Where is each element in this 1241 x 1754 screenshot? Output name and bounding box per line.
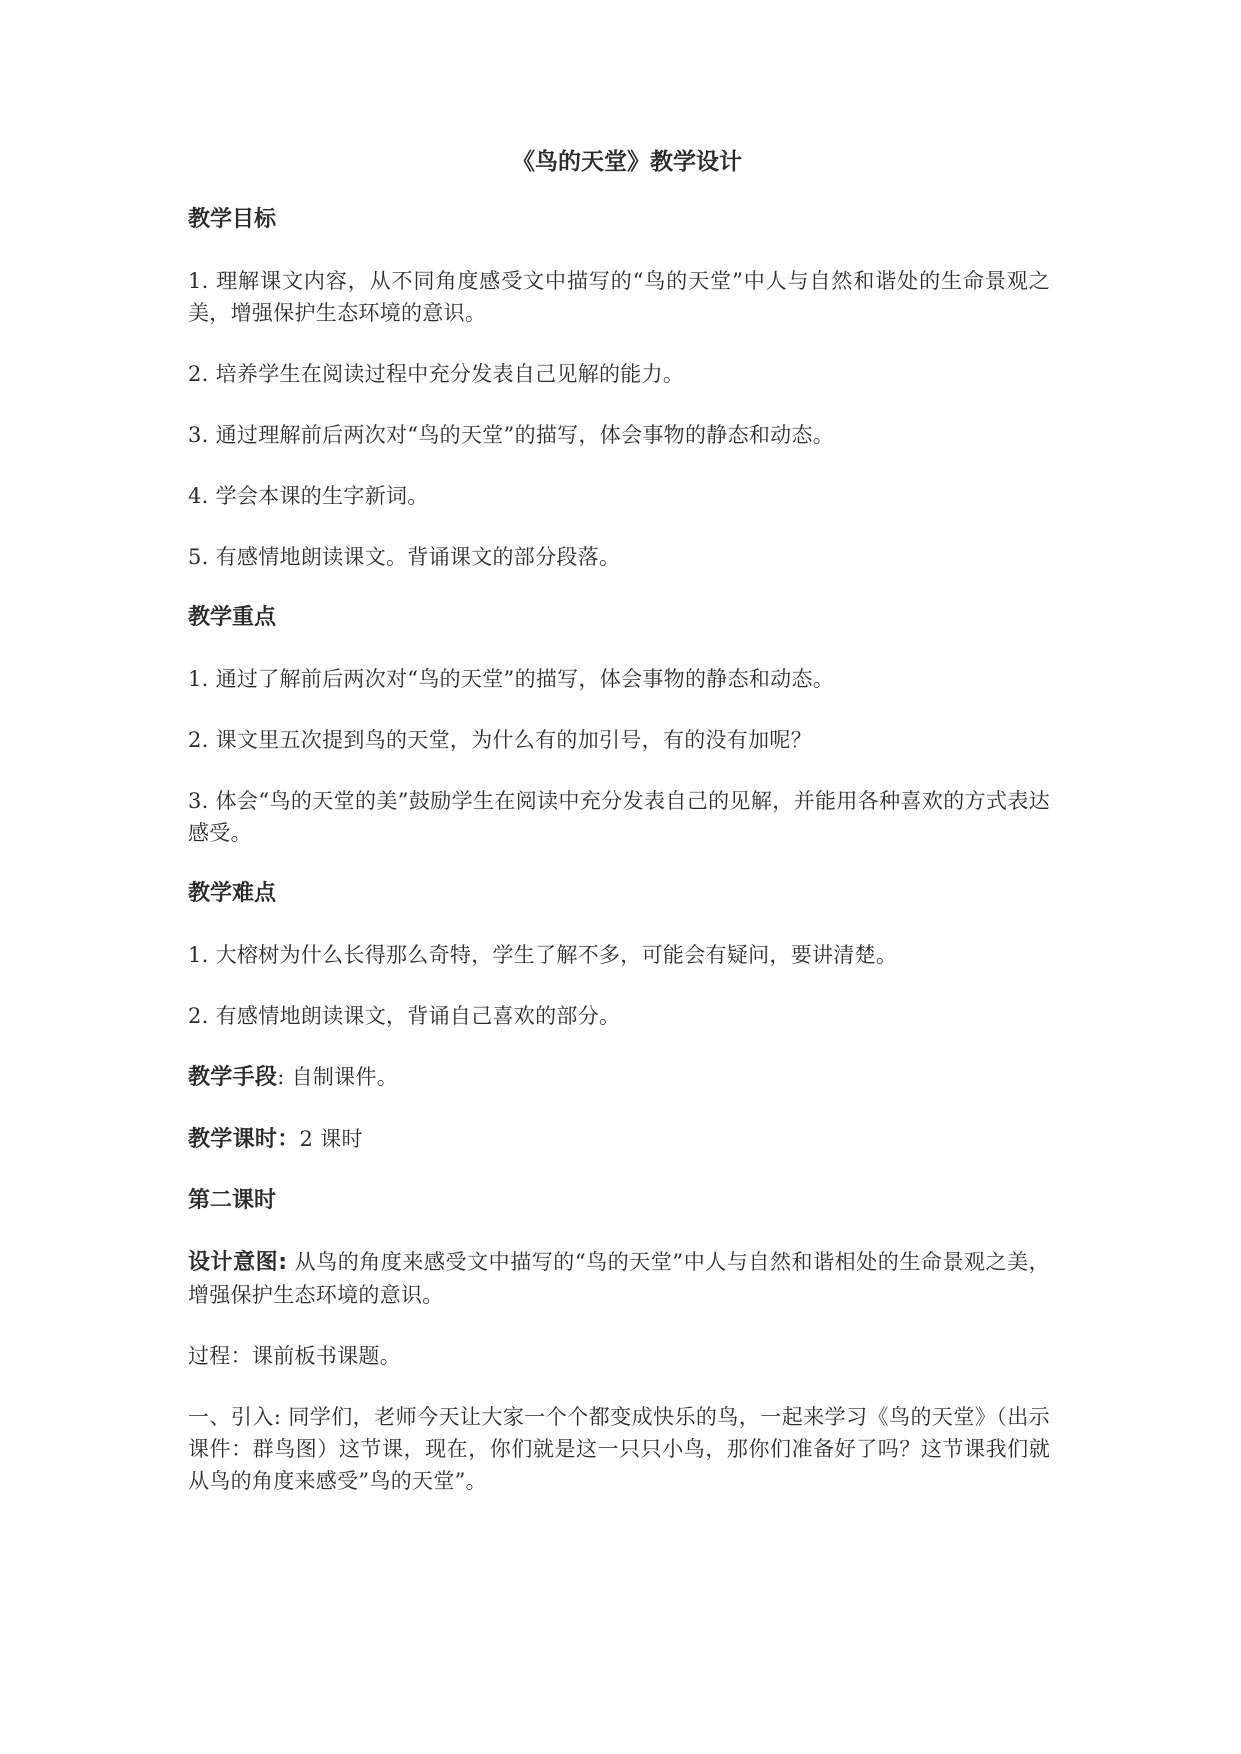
design-intent-label: 设计意图: — [188, 1250, 288, 1275]
key-point-item-2: 2. 课文里五次提到鸟的天堂，为什么有的加引号，有的没有加呢？ — [188, 728, 813, 752]
difficulties-heading: 教学难点 — [188, 881, 277, 906]
design-intent-value: 从鸟的角度来感受文中描写的“鸟的天堂”中人与自然和谐相处的生命景观之美，增强保护生态环境的意识。 — [188, 1250, 1050, 1307]
objective-item-5: 5. 有感情地朗读课文。背诵课文的部分段落。 — [188, 545, 621, 569]
objective-item-4: 4. 学会本课的生字新词。 — [188, 484, 429, 508]
teaching-hours-value: 2 课时 — [299, 1127, 363, 1151]
teaching-hours — [188, 1123, 1050, 1156]
difficulty-item-1: 1. 大榕树为什么长得那么奇特，学生了解不多，可能会有疑问，要讲清楚。 — [188, 943, 898, 967]
teaching-means — [188, 1061, 1050, 1094]
process-line: 过程：课前板书课题。 — [188, 1344, 401, 1368]
key-points-heading: 教学重点 — [188, 605, 277, 630]
document-page — [188, 146, 1050, 1526]
objective-item-1: 1. 理解课文内容，从不同角度感受文中描写的“鸟的天堂”中人与自然和谐处的生命景观之美，增强保护生态环境的意识。 — [188, 269, 1050, 325]
teaching-means-separator: : — [277, 1065, 285, 1089]
teaching-hours-label: 教学课时： — [188, 1127, 300, 1152]
objective-item-3: 3. 通过理解前后两次对“鸟的天堂”的描写，体会事物的静态和动态。 — [188, 423, 835, 447]
second-lesson-heading: 第二课时 — [188, 1188, 277, 1213]
objectives-heading: 教学目标 — [188, 207, 277, 232]
document-title: 《鸟的天堂》教学设计 — [512, 149, 742, 175]
key-point-item-1: 1. 通过了解前后两次对“鸟的天堂”的描写，体会事物的静态和动态。 — [188, 667, 835, 691]
teaching-means-value: 自制课件。 — [284, 1065, 399, 1089]
difficulty-item-2: 2. 有感情地朗读课文，背诵自己喜欢的部分。 — [188, 1004, 621, 1028]
key-point-item-3: 3. 体会“鸟的天堂的美”鼓励学生在阅读中充分发表自己的见解，并能用各种喜欢的方式表达感受。 — [188, 789, 1050, 845]
teaching-means-label: 教学手段 — [188, 1065, 278, 1090]
objective-item-2: 2. 培养学生在阅读过程中充分发表自己见解的能力。 — [188, 362, 685, 386]
design-intent — [188, 1246, 1050, 1311]
intro-paragraph: 一、引入: 同学们，老师今天让大家一个个都变成快乐的鸟，一起来学习《鸟的天堂》（出示课件：群鸟图）这节课，现在，你们就是这一只只小鸟，那你们准备好了吗？这节课我们就从鸟的角度来感受”鸟的天堂”。 — [188, 1405, 1050, 1493]
